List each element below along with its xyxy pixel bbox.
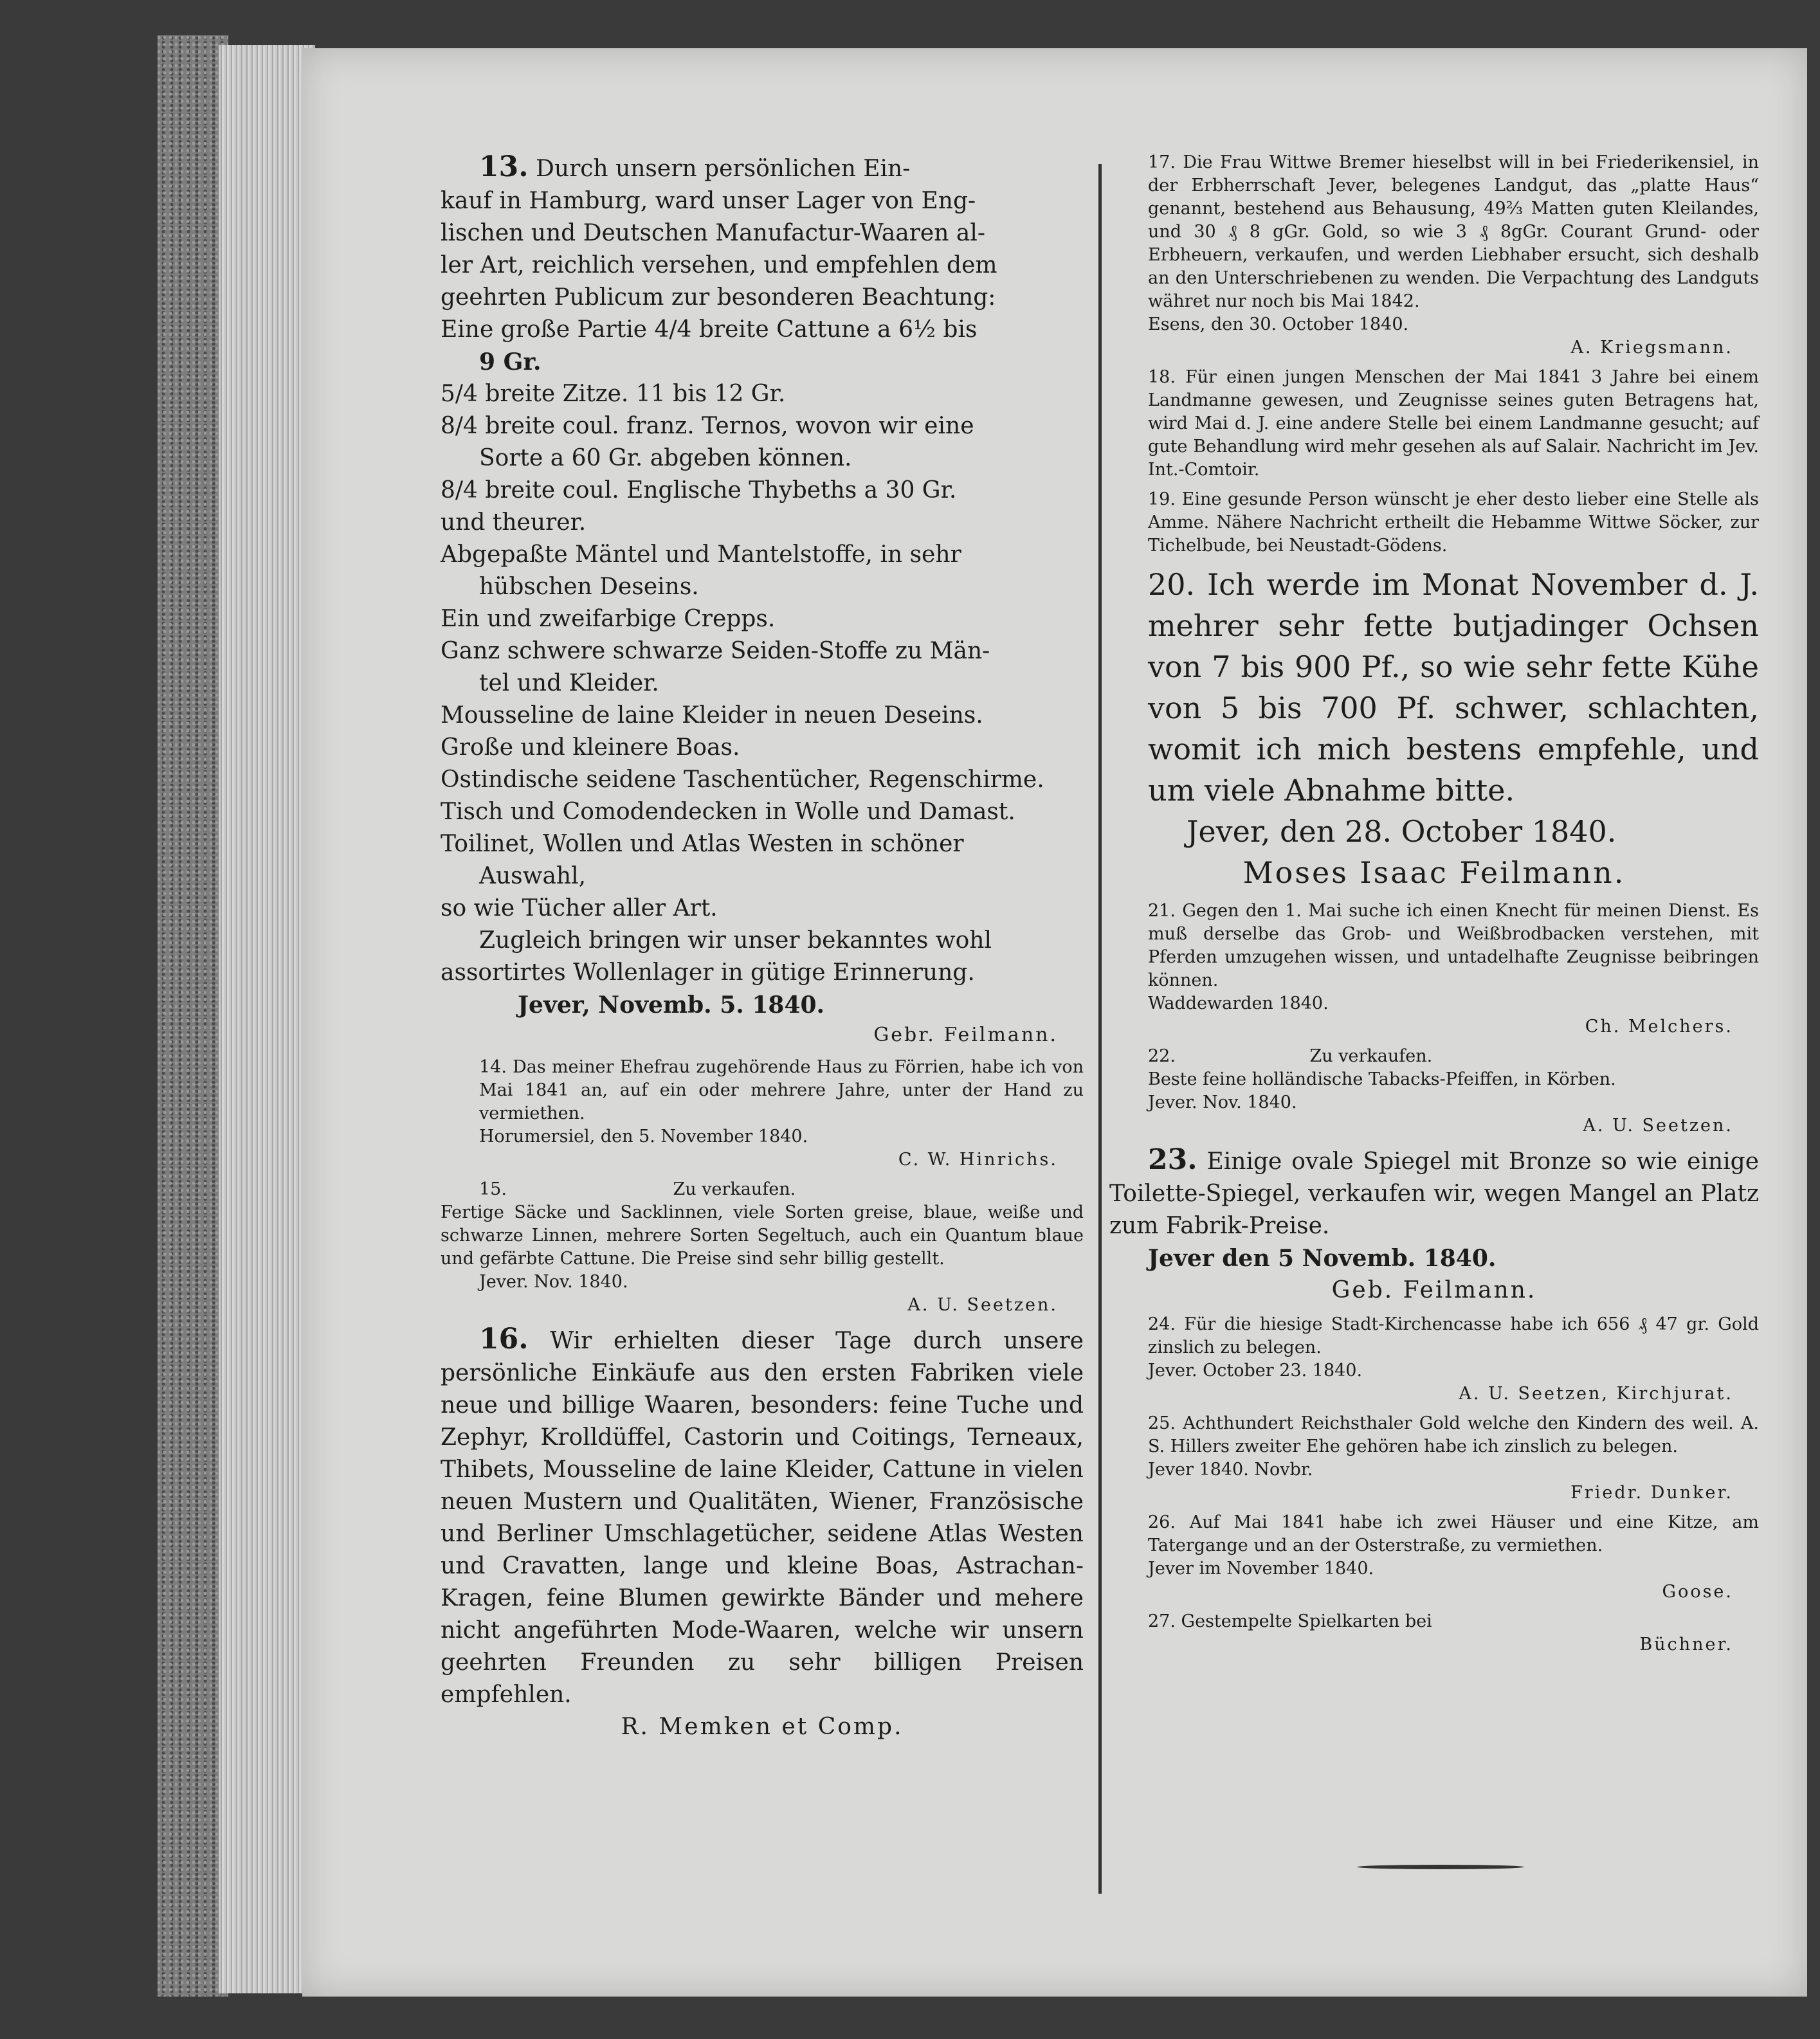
page-stack-edges — [219, 45, 315, 1993]
ad-line: Zugleich bringen wir unser bekanntes wohl — [479, 927, 992, 954]
ad-signature: R. Memken et Comp. — [621, 1714, 904, 1740]
column-rule — [1098, 164, 1102, 1894]
ad-line: Eine große Partie 4/4 breite Cattune a 6½ bis — [441, 316, 978, 343]
ad-text: Beste feine holländische Tabacks-Pfeiffen, in Körben. — [1148, 1069, 1616, 1089]
ad-line: Große und kleinere Boas. — [441, 734, 740, 761]
ad-place-date: Waddewarden 1840. — [1148, 993, 1329, 1013]
ad-17 — [1109, 151, 1759, 359]
ad-signature: Büchner. — [1639, 1635, 1733, 1654]
ad-signature: Gebr. Feilmann. — [873, 1024, 1058, 1046]
ad-place-date: Jever im November 1840. — [1148, 1559, 1374, 1579]
ad-text: 21. Gegen den 1. Mai suche ich einen Knecht für meinen Dienst. Es muß derselbe das Grob- und Weißbrodbacken verstehen, mit Pferden umzugehen wissen, und untadelhafte Zeugnisse beibringen können. — [1148, 901, 1759, 990]
ad-number: 23. — [1148, 1143, 1197, 1176]
ad-signature: C. W. Hinrichs. — [898, 1150, 1058, 1170]
ad-signature: A. U. Seetzen, Kirchjurat. — [1459, 1384, 1733, 1404]
ad-signature: A. U. Seetzen. — [1583, 1116, 1733, 1136]
ad-line: 5/4 breite Zitze. 11 bis 12 Gr. — [441, 381, 786, 407]
ad-heading: Zu verkaufen. — [673, 1179, 796, 1199]
ad-place-date: Horumersiel, den 5. November 1840. — [479, 1127, 808, 1146]
ad-number: 13. — [479, 150, 529, 183]
ad-signature: Ch. Melchers. — [1585, 1017, 1733, 1037]
right-column — [1109, 151, 1759, 1656]
ad-19 — [1109, 488, 1759, 557]
ad-line: 9 Gr. — [479, 349, 541, 376]
ad-15 — [441, 1178, 1084, 1317]
ad-text: 19. Eine gesunde Person wünscht je eher desto lieber eine Stelle als Amme. Nähere Nachricht ertheilt die Hebamme Wittwe Söcker, zur Tichelbude, bei Neustadt-Gödens. — [1148, 489, 1759, 556]
ad-heading: Zu verkaufen. — [1309, 1046, 1433, 1066]
left-column — [441, 151, 1084, 1743]
ad-18 — [1109, 366, 1759, 482]
end-rule — [1357, 1865, 1524, 1869]
ad-signature: Friedr. Dunker. — [1570, 1483, 1733, 1503]
ad-text: Wir erhielten dieser Tage durch unsere persönliche Einkäufe aus den ersten Fabriken viele neue und billige Waaren, besonders: feine Tuche und Zephyr, Krolldüffel, Castorin und Coitings, Terneaux, Thibets, Mousseline de laine Kleider, Cattune in vielen neuen Mustern und Qualitäten, Wiener, Französische und Berliner Umschlagetücher, seidene Atlas Westen und Cravatten, lange und kleine Boas, Astrachan-Kragen, feine Blumen gewirkte Bänder und mehere nicht angeführten Mode-Waaren, welche wir unsern geehrten Freunden zu sehr billigen Preisen empfehlen. — [441, 1328, 1084, 1708]
ad-line: 8/4 breite coul. Englische Thybeths a 30 Gr. — [441, 477, 957, 503]
document-page — [302, 48, 1807, 1997]
ad-place-date: Jever. Nov. 1840. — [1148, 1092, 1297, 1112]
ad-signature: A. Kriegsmann. — [1570, 338, 1733, 358]
ad-line: Abgepaßte Mäntel und Mantelstoffe, in sehr — [441, 541, 961, 568]
ad-16 — [441, 1323, 1084, 1743]
ad-line: Ganz schwere schwarze Seiden-Stoffe zu Män- — [441, 638, 990, 664]
ad-line: Toilinet, Wollen und Atlas Westen in schöner — [441, 831, 964, 857]
ad-line: lischen und Deutschen Manufactur-Waaren al- — [441, 220, 986, 246]
ad-place-date: Jever den 5 Novemb. 1840. — [1148, 1245, 1497, 1272]
ad-13 — [441, 151, 1084, 1049]
ad-place-date: Jever, den 28. October 1840. — [1187, 814, 1617, 849]
ad-text: 27. Gestempelte Spielkarten bei — [1148, 1611, 1432, 1631]
ad-line: 8/4 breite coul. franz. Ternos, wovon wir eine — [441, 413, 974, 439]
ad-number: 16. — [479, 1323, 529, 1355]
ad-line: Sorte a 60 Gr. abgeben können. — [479, 445, 852, 471]
ad-line: assortirtes Wollenlager in gütige Erinnerung. — [441, 959, 975, 986]
ad-25 — [1109, 1412, 1759, 1505]
ad-text: Einige ovale Spiegel mit Bronze so wie einige Toilette-Spiegel, verkaufen wir, wegen Mangel an Platz zum Fabrik-Preise. — [1109, 1148, 1759, 1239]
ad-signature: Moses Isaac Feilmann. — [1242, 855, 1626, 890]
ad-line: Durch unsern persönlichen Ein- — [536, 156, 911, 182]
ad-text: 26. Auf Mai 1841 habe ich zwei Häuser und eine Kitze, am Tatergange und an der Osterstraße, zu vermiethen. — [1148, 1512, 1759, 1555]
ad-24 — [1109, 1313, 1759, 1406]
ad-22 — [1109, 1045, 1759, 1137]
ad-23 — [1109, 1144, 1759, 1307]
ad-text: 25. Achthundert Reichsthaler Gold welche den Kindern des weil. A. S. Hillers zweiter Ehe gehören habe ich zinslich zu belegen. — [1148, 1413, 1759, 1456]
ad-26 — [1109, 1511, 1759, 1604]
ad-signature: Geb. Feilmann. — [1331, 1277, 1537, 1303]
ad-line: so wie Tücher aller Art. — [441, 895, 718, 921]
ad-line: Ein und zweifarbige Crepps. — [441, 606, 776, 632]
ad-line: Auswahl, — [479, 863, 587, 889]
ad-text: 20. Ich werde im Monat November d. J. mehrer sehr fette butjadinger Ochsen von 7 bis 900 Pf., so wie sehr fette Kühe von 5 bis 700 Pf. schwer, schlachten, womit ich mich bestens empfehle, und um viele Abnahme bitte. — [1148, 567, 1759, 808]
ad-place-date: Jever. Nov. 1840. — [479, 1272, 628, 1292]
book-cover-edge — [158, 35, 228, 1997]
ad-line: geehrten Publicum zur besonderen Beachtung: — [441, 284, 996, 311]
ad-27 — [1109, 1610, 1759, 1656]
ad-place-date: Jever, Novemb. 5. 1840. — [518, 992, 825, 1019]
ad-signature: Goose. — [1662, 1582, 1733, 1602]
ad-number: 22. — [1148, 1046, 1176, 1066]
ad-line: tel und Kleider. — [479, 670, 659, 696]
ad-text: 24. Für die hiesige Stadt-Kirchencasse habe ich 656 ₰ 47 gr. Gold zinslich zu belegen. — [1148, 1314, 1759, 1357]
ad-text: Fertige Säcke und Sacklinnen, viele Sorten greise, blaue, weiße und schwarze Linnen, mehrere Sorten Segeltuch, auch ein Quantum blaue und gefärbte Cattune. Die Preise sind sehr billig gestellt. — [441, 1202, 1084, 1269]
ad-line: hübschen Deseins. — [479, 574, 699, 600]
ad-line: Tisch und Comodendecken in Wolle und Damast. — [441, 799, 1015, 825]
ad-place-date: Jever 1840. Novbr. — [1148, 1460, 1313, 1480]
ad-line: Ostindische seidene Taschentücher, Regenschirme. — [441, 766, 1044, 793]
ad-line: und theurer. — [441, 509, 587, 536]
ad-line: Mousseline de laine Kleider in neuen Deseins. — [441, 702, 983, 729]
ad-signature: A. U. Seetzen. — [907, 1295, 1058, 1315]
ad-text: 18. Für einen jungen Menschen der Mai 1841 3 Jahre bei einem Landmanne gewesen, und Zeugnisse seines guten Betragens hat, wird Mai d. J. eine andere Stelle bei einem Landmanne gesucht; auf gute Behandlung wird mehr gesehen als auf Salair. Nachricht im Jev. Int.-Comtoir. — [1148, 367, 1759, 480]
ad-text: 17. Die Frau Wittwe Bremer hieselbst will in bei Friederikensiel, in der Erbherrschaft Jever, belegenes Landgut, das „platte Haus“ genannt, bestehend aus Behausung, 49⅔ Matten guten Kleilandes, und 30 ₰ 8 gGr. Gold, so wie 3 ₰ 8gGr. Courant Grund- oder Erbheuern, verkaufen, und werden Liebhaber ersucht, sich deshalb an den Unterschriebenen zu wenden. Die Verpachtung des Landguts währet nur noch bis Mai 1842. — [1148, 152, 1759, 311]
ad-14 — [441, 1056, 1084, 1172]
ad-place-date: Esens, den 30. October 1840. — [1148, 314, 1409, 334]
ad-number: 15. — [479, 1179, 507, 1199]
ad-21 — [1109, 900, 1759, 1038]
ad-text: 14. Das meiner Ehefrau zugehörende Haus zu Förrien, habe ich von Mai 1841 an, auf ein oder mehrere Jahre, unter der Hand zu vermiethen. — [479, 1057, 1084, 1123]
ad-line: kauf in Hamburg, ward unser Lager von Eng- — [441, 188, 976, 214]
ad-line: ler Art, reichlich versehen, und empfehlen dem — [441, 252, 997, 278]
ad-20 — [1109, 564, 1759, 893]
ad-place-date: Jever. October 23. 1840. — [1148, 1361, 1363, 1381]
